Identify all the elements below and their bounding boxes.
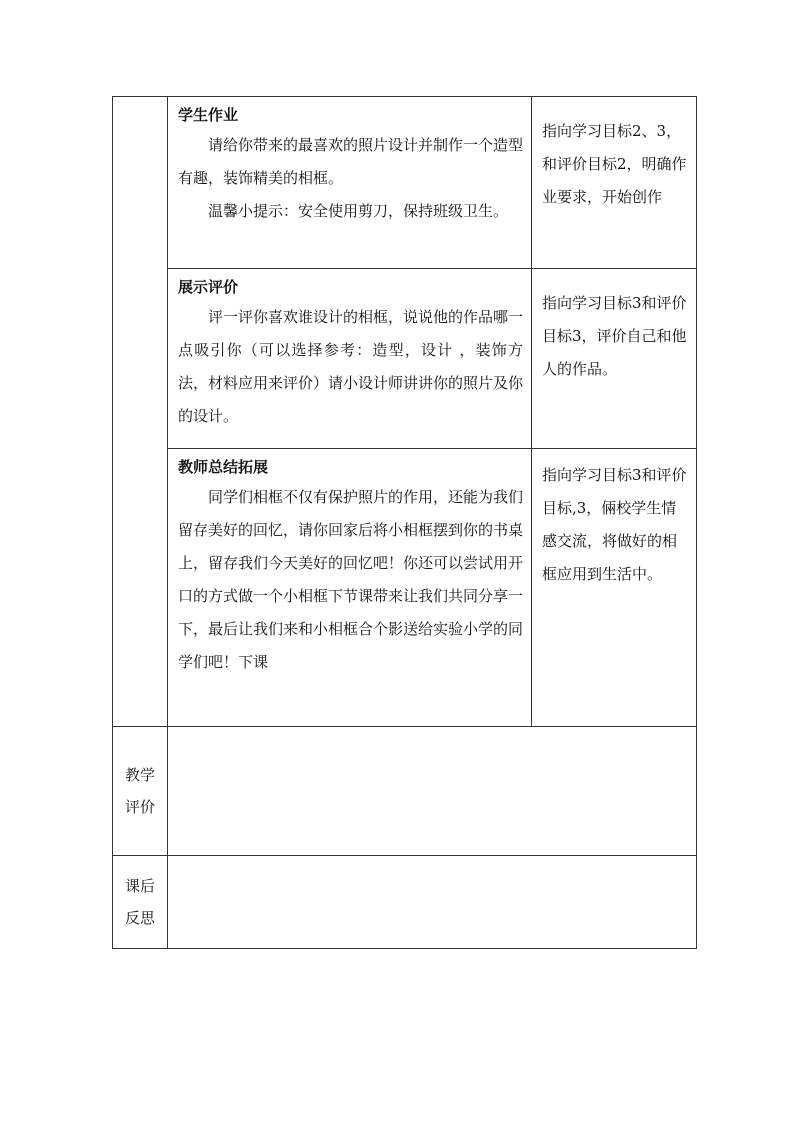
activity-heading: 学生作业 [178,106,239,124]
intent-cell [532,449,697,727]
activity-heading: 展示评价 [178,278,239,296]
row-label-line: 课后 [124,877,155,895]
row-label-line: 反思 [124,909,155,927]
intent-note: 指向学习目标3和评价目标,3，倆校学生情感交流，将做好的相框应用到生活中。 [542,466,687,583]
activity-cell [168,449,532,727]
intent-note: 指向学习目标3和评价目标3，评价自己和他人的作品。 [542,294,687,378]
lesson-plan-table [112,96,697,949]
intent-cell [532,269,697,449]
table-row-summary [113,449,697,727]
activity-paragraph: 温馨小提示：安全使用剪刀，保持班级卫生。 [208,202,509,220]
reflection-content [168,856,696,864]
table-row-reflection [113,856,697,949]
activity-heading: 教师总结拓展 [178,458,269,476]
evaluation-content-cell [168,727,697,856]
intent-cell [532,97,697,269]
activity-paragraph: 评一评你喜欢谁设计的相框，说说他的作品哪一点吸引你（可以选择参考：造型，设计 ，装饰方法，材料应用来评价）请小设计师讲讲你的照片及你的设计。 [178,308,524,425]
table-row-showcase [113,269,697,449]
activity-paragraph: 请给你带来的最喜欢的照片设计并制作一个造型有趣，装饰精美的相框。 [178,136,524,187]
evaluation-content [168,727,696,735]
reflection-content-cell [168,856,697,949]
row-label-line: 教学 [124,766,155,784]
row-label-reflection [113,856,168,949]
row-label-line: 评价 [124,798,155,816]
activity-cell [168,97,532,269]
intent-note: 指向学习目标2、3，和评价目标2，明确作业要求，开始创作 [542,122,687,206]
section-label-cell [113,97,168,727]
row-label-evaluation [113,727,168,856]
table-row-evaluation [113,727,697,856]
table-row-homework [113,97,697,269]
activity-paragraph: 同学们相框不仅有保护照片的作用，还能为我们留存美好的回忆，请你回家后将小相框摆到你的书桌上，留存我们今天美好的回忆吧！你还可以尝试用开口的方式做一个小相框下节课带来让我们共同分享一下，最后让我们来和小相框合个影送给实验小学的同学们吧！下课 [178,488,524,671]
activity-cell [168,269,532,449]
